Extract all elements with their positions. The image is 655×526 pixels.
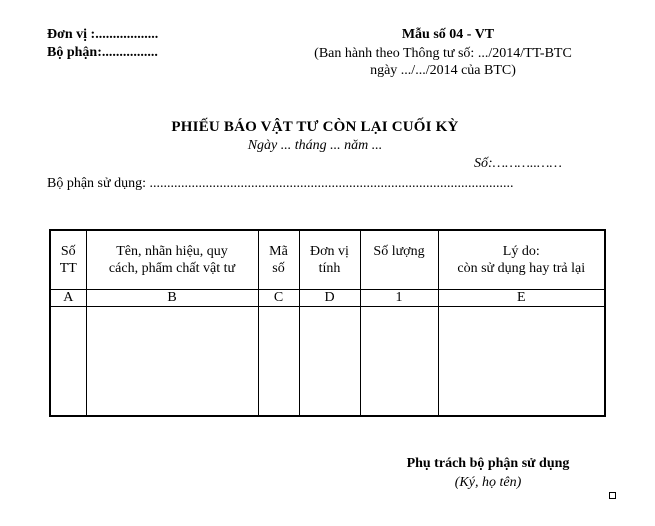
department-label: Bộ phận:................ <box>47 45 158 60</box>
code-cell: A <box>50 290 86 307</box>
using-department-field: Bộ phận sử dụng: ........................................................................................................ <box>47 176 514 191</box>
code-cell: E <box>438 290 605 307</box>
header-cell-code: Mã số <box>258 230 299 290</box>
code-cell: C <box>258 290 299 307</box>
empty-cell <box>438 307 605 417</box>
code-cell: B <box>86 290 258 307</box>
empty-cell <box>50 307 86 417</box>
header-cell-unit: Đơn vị tính <box>299 230 360 290</box>
empty-cell <box>299 307 360 417</box>
decree-line-2: ngày .../.../2014 của BTC) <box>370 63 516 78</box>
corner-square-icon <box>609 492 616 499</box>
table-empty-row <box>50 307 605 417</box>
header-cell-stt: Số TT <box>50 230 86 290</box>
document-number: Số:………..…… <box>474 156 562 171</box>
decree-line-1: (Ban hành theo Thông tư số: .../2014/TT-BTC <box>314 46 572 61</box>
signature-note: (Ký, họ tên) <box>454 475 522 490</box>
unit-label: Đơn vị :.................. <box>47 27 159 42</box>
signature-title: Phụ trách bộ phận sử dụng <box>406 456 570 471</box>
form-number: Mẫu số 04 - VT <box>401 27 495 42</box>
empty-cell <box>360 307 438 417</box>
header-cell-quantity: Số lượng <box>360 230 438 290</box>
document-date: Ngày ... tháng ... năm ... <box>247 138 383 153</box>
document-title: PHIẾU BÁO VẬT TƯ CÒN LẠI CUỐI KỲ <box>171 119 459 135</box>
decree-reference <box>288 45 598 79</box>
code-cell: 1 <box>360 290 438 307</box>
empty-cell <box>86 307 258 417</box>
materials-table <box>49 229 606 417</box>
code-cell: D <box>299 290 360 307</box>
empty-cell <box>258 307 299 417</box>
table-header-row <box>50 230 605 290</box>
header-cell-name: Tên, nhãn hiệu, quy cách, phẩm chất vật tư <box>86 230 258 290</box>
header-cell-reason: Lý do: còn sử dụng hay trả lại <box>438 230 605 290</box>
table-code-row <box>50 290 605 307</box>
